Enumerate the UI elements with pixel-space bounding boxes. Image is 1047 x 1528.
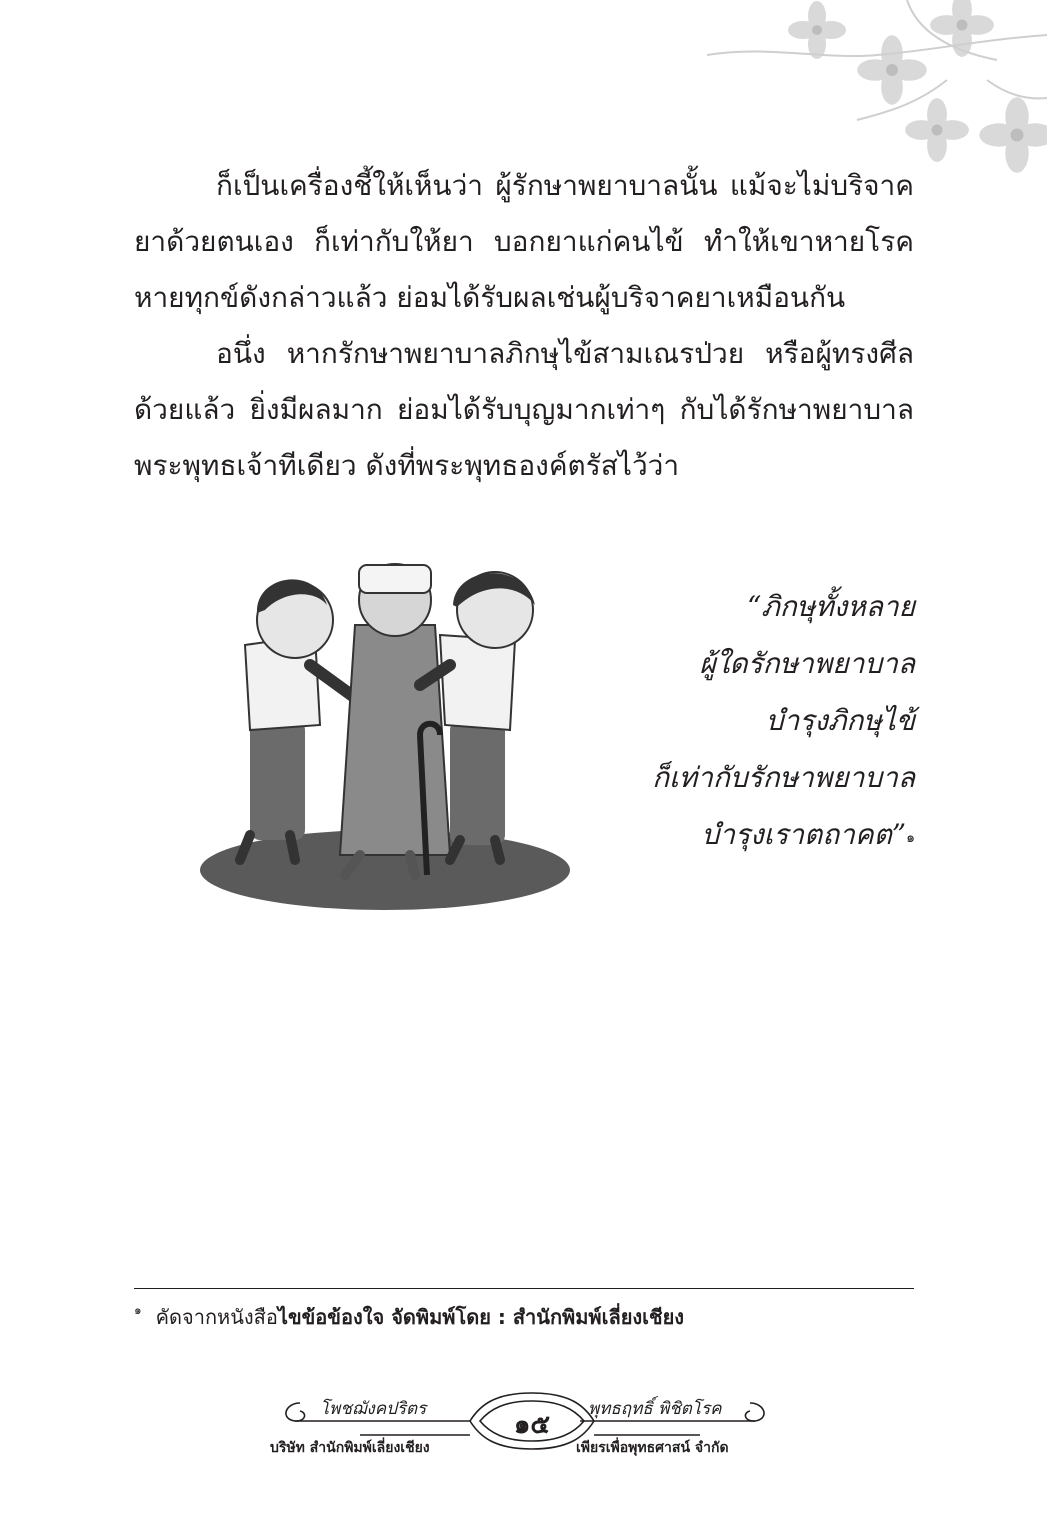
- buddha-quote: [595, 578, 915, 863]
- footnote-text-bold: ไขข้อข้องใจ จัดพิมพ์โดย : สำนักพิมพ์เลี่ยงเชียง: [277, 1305, 685, 1329]
- paragraph-line: ก็เป็นเครื่องชี้ให้เห็นว่า ผู้รักษาพยาบาลนั้น แม้จะไม่บริจาค: [216, 169, 914, 202]
- footnote-reference: ๑: [906, 830, 915, 846]
- footnote-text: คัดจากหนังสือ: [155, 1305, 278, 1329]
- quote-line: บำรุงเราตถาคต”: [701, 818, 907, 851]
- footer-right-publisher: เพียรเพื่อพุทธศาสน์ จำกัด: [576, 1440, 729, 1456]
- footer-right-title: พุทธฤทธิ์ พิชิตโรค: [588, 1399, 722, 1419]
- footer-left-publisher: บริษัท สำนักพิมพ์เลี่ยงเชียง: [270, 1440, 430, 1456]
- quote-line: บำรุงภิกษุไข้: [765, 704, 915, 737]
- page-number: ๑๕: [513, 1410, 551, 1440]
- quote-line: ก็เท่ากับรักษาพยาบาล: [652, 761, 915, 794]
- quote-line: ผู้ใดรักษาพยาบาล: [699, 647, 915, 680]
- footnote-mark: ๑: [134, 1303, 142, 1317]
- paragraph-line: ยาด้วยตนเอง ก็เท่ากับให้ยา บอกยาแก่คนไข้ ทำให้เขาหายโรค: [134, 225, 914, 258]
- footnote-divider: [134, 1288, 914, 1289]
- body-text: [134, 158, 914, 494]
- paragraph-line: อนึ่ง หากรักษาพยาบาลภิกษุไข้สามเณรป่วย หรือผู้ทรงศีล: [216, 337, 914, 370]
- paragraph-line: หายทุกข์ดังกล่าวแล้ว ย่อมได้รับผลเช่นผู้บริจาคยาเหมือนกัน: [134, 281, 846, 314]
- paragraph-line: พระพุทธเจ้าทีเดียว ดังที่พระพุทธองค์ตรัสไว้ว่า: [134, 449, 680, 482]
- page-footer: [270, 1385, 780, 1465]
- quote-line: “ภิกษุทั้งหลาย: [746, 590, 915, 623]
- two-boys-helping-elderly-monk-illustration: [195, 535, 575, 915]
- footnote: [134, 1301, 684, 1333]
- footer-left-title: โพชฌังคปริตร: [320, 1399, 427, 1419]
- paragraph-line: ด้วยแล้ว ยิ่งมีผลมาก ย่อมได้รับบุญมากเท่าๆ กับได้รักษาพยาบาล: [134, 393, 914, 426]
- quote-line-last: [595, 806, 915, 863]
